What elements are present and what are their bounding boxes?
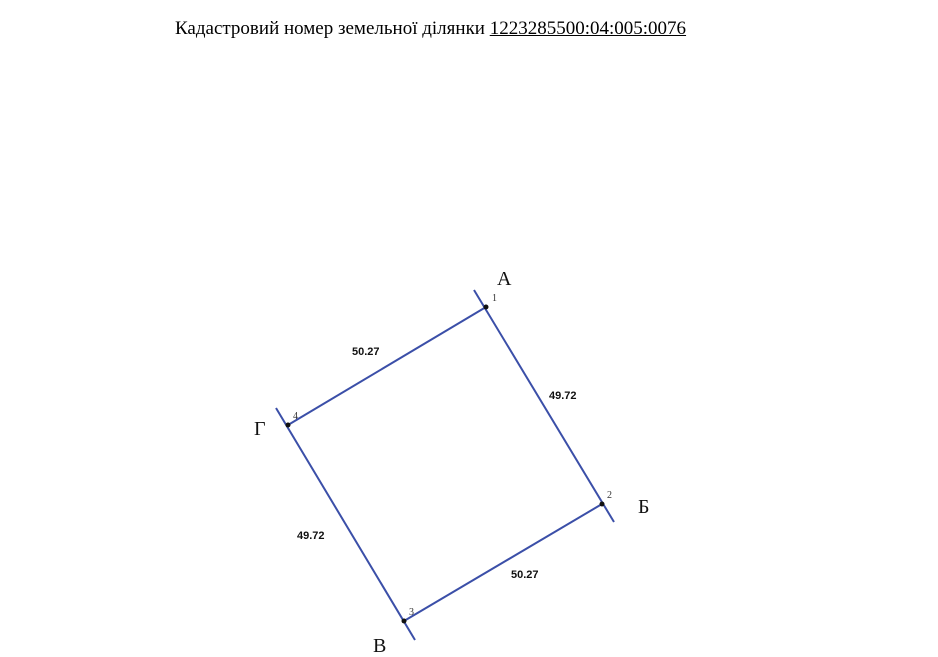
distance-side-1-2: 49.72 xyxy=(549,390,577,402)
distance-side-4-1: 50.27 xyxy=(352,346,380,358)
vertex-4 xyxy=(286,423,291,428)
edge-4-1 xyxy=(288,307,486,425)
edge-3-4 xyxy=(276,408,415,640)
cadastral-label: Кадастровий номер земельної ділянки xyxy=(175,18,485,39)
point-number-4: 4 xyxy=(293,411,298,422)
vertex-3 xyxy=(402,619,407,624)
vertex-1 xyxy=(484,305,489,310)
point-number-3: 3 xyxy=(409,607,414,618)
distance-side-3-4: 49.72 xyxy=(297,530,325,542)
point-number-2: 2 xyxy=(607,490,612,501)
distance-side-2-3: 50.27 xyxy=(511,569,539,581)
cadastral-number: 1223285500:04:005:0076 xyxy=(489,18,687,39)
corner-label-g: Г xyxy=(254,418,266,440)
edge-2-3 xyxy=(404,504,602,621)
vertex-2 xyxy=(600,502,605,507)
point-number-1: 1 xyxy=(492,293,497,304)
corner-label-b: Б xyxy=(638,496,650,518)
edge-1-2 xyxy=(474,290,614,522)
corner-label-a: А xyxy=(497,268,512,290)
corner-label-v: В xyxy=(373,635,387,657)
